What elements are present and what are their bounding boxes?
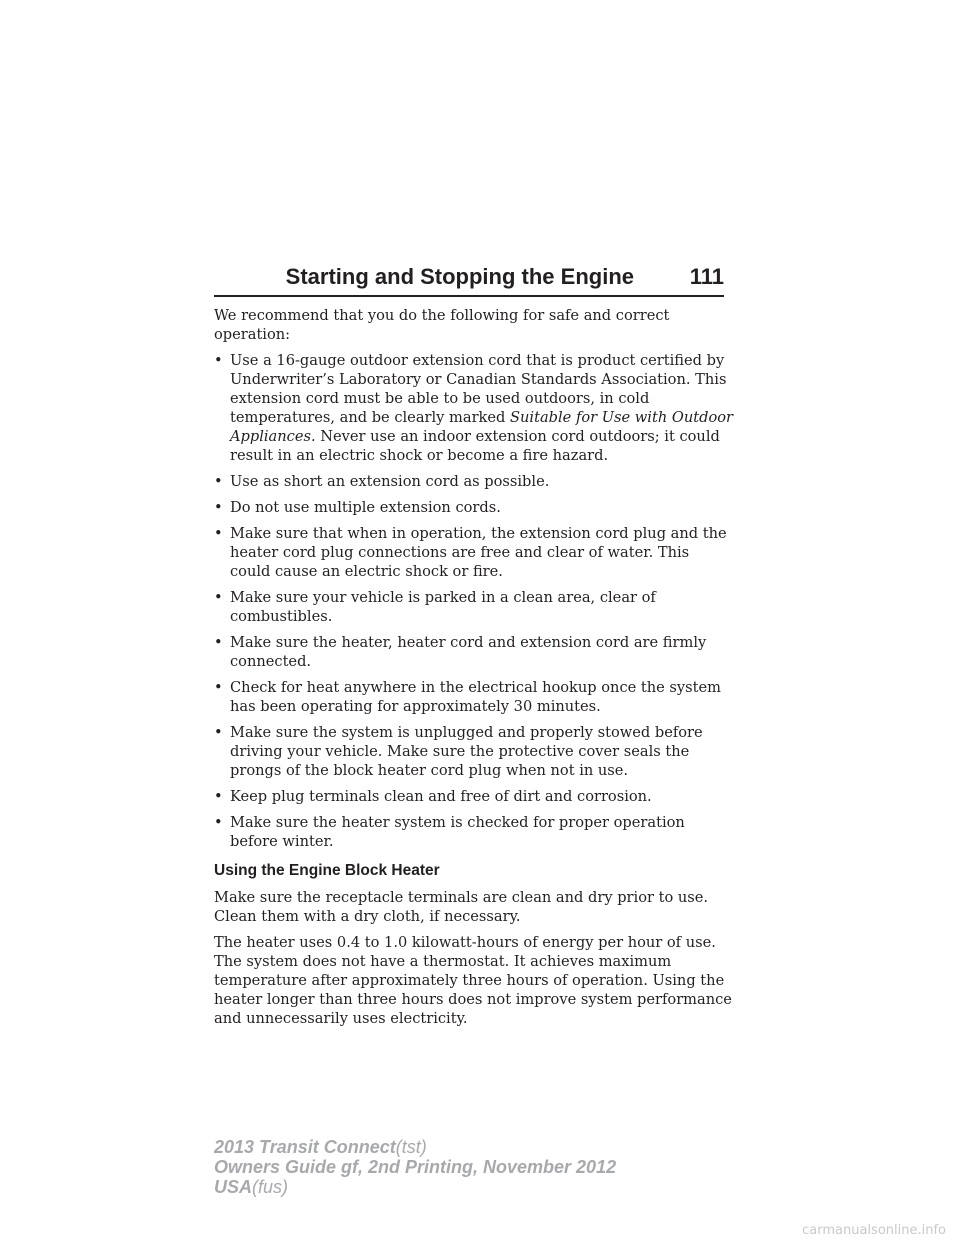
list-item	[214, 351, 734, 465]
bullet-text: Make sure the heater, heater cord and extension cord are firmly connected.	[230, 634, 707, 670]
list-item	[214, 678, 734, 716]
safety-bullet-list	[214, 351, 734, 851]
bullet-icon: •	[214, 679, 223, 696]
document-footer	[214, 1137, 616, 1197]
list-item	[214, 813, 734, 851]
bullet-text: Do not use multiple extension cords.	[230, 499, 501, 516]
page-title: Starting and Stopping the Engine	[285, 264, 634, 289]
bullet-icon: •	[214, 473, 223, 490]
bullet-icon: •	[214, 525, 223, 542]
list-item	[214, 787, 734, 806]
page-content	[214, 306, 734, 1035]
list-item	[214, 472, 734, 491]
footer-market-code: (fus)	[252, 1177, 289, 1197]
bullet-text: Check for heat anywhere in the electrical hookup once the system has been operating for approximately 30 minutes.	[230, 679, 721, 715]
footer-line-model	[214, 1137, 616, 1157]
section-paragraph: Make sure the receptacle terminals are clean and dry prior to use. Clean them with a dry cloth, if necessary.	[214, 889, 709, 925]
page-number: 111	[689, 264, 724, 289]
list-item	[214, 633, 734, 671]
bullet-icon: •	[214, 724, 223, 741]
bullet-text: Make sure the system is unplugged and properly stowed before driving your vehicle. Make sure the protective cover seals the prongs of the block heater cord plug when not in use.	[230, 724, 703, 779]
section-heading: Using the Engine Block Heater	[214, 862, 440, 879]
section-paragraph: The heater uses 0.4 to 1.0 kilowatt-hours of energy per hour of use. The system does not have a thermostat. It achieves maximum temperature after approximately three hours of operation. Using the heater longer than three hours does not improve system performance and unnecessarily uses electricity.	[214, 934, 732, 1027]
bullet-icon: •	[214, 589, 223, 606]
footer-guide: Owners Guide gf, 2nd Printing, November 2012	[214, 1157, 617, 1177]
page-header	[214, 262, 724, 302]
bullet-text: Make sure the heater system is checked for proper operation before winter.	[230, 814, 685, 850]
footer-model: 2013 Transit Connect	[214, 1137, 396, 1157]
bullet-emphasis: Suitable for Use with Outdoor Appliances.	[230, 409, 733, 445]
bullet-text: Make sure that when in operation, the extension cord plug and the heater cord plug connections are free and clear of water. This could cause an electric shock or fire.	[230, 525, 727, 580]
list-item	[214, 588, 734, 626]
watermark: carmanualsonline.info	[802, 1223, 946, 1238]
list-item	[214, 524, 734, 581]
intro-paragraph: We recommend that you do the following for safe and correct operation:	[214, 307, 670, 343]
footer-line-guide	[214, 1157, 616, 1177]
bullet-text: Make sure your vehicle is parked in a clean area, clear of combustibles.	[230, 589, 656, 625]
bullet-icon: •	[214, 814, 223, 831]
bullet-icon: •	[214, 352, 223, 369]
bullet-icon: •	[214, 634, 223, 651]
bullet-icon: •	[214, 499, 223, 516]
header-rule	[214, 295, 724, 297]
bullet-text: Use as short an extension cord as possible.	[230, 473, 550, 490]
bullet-icon: •	[214, 788, 223, 805]
list-item	[214, 723, 734, 780]
bullet-text: Use a 16-gauge outdoor extension cord that is product certified by Underwriter’s Laboratory or Canadian Standards Association. This extension cord must be able to be used outdoors, in cold temperatures, and be clearly marked	[230, 352, 727, 426]
list-item	[214, 498, 734, 517]
footer-market: USA	[214, 1177, 253, 1197]
bullet-text: Keep plug terminals clean and free of dirt and corrosion.	[230, 788, 652, 805]
footer-line-market	[214, 1177, 616, 1197]
footer-model-code: (tst)	[395, 1137, 427, 1157]
bullet-text: Never use an indoor extension cord outdoors; it could result in an electric shock or become a fire hazard.	[230, 428, 720, 464]
